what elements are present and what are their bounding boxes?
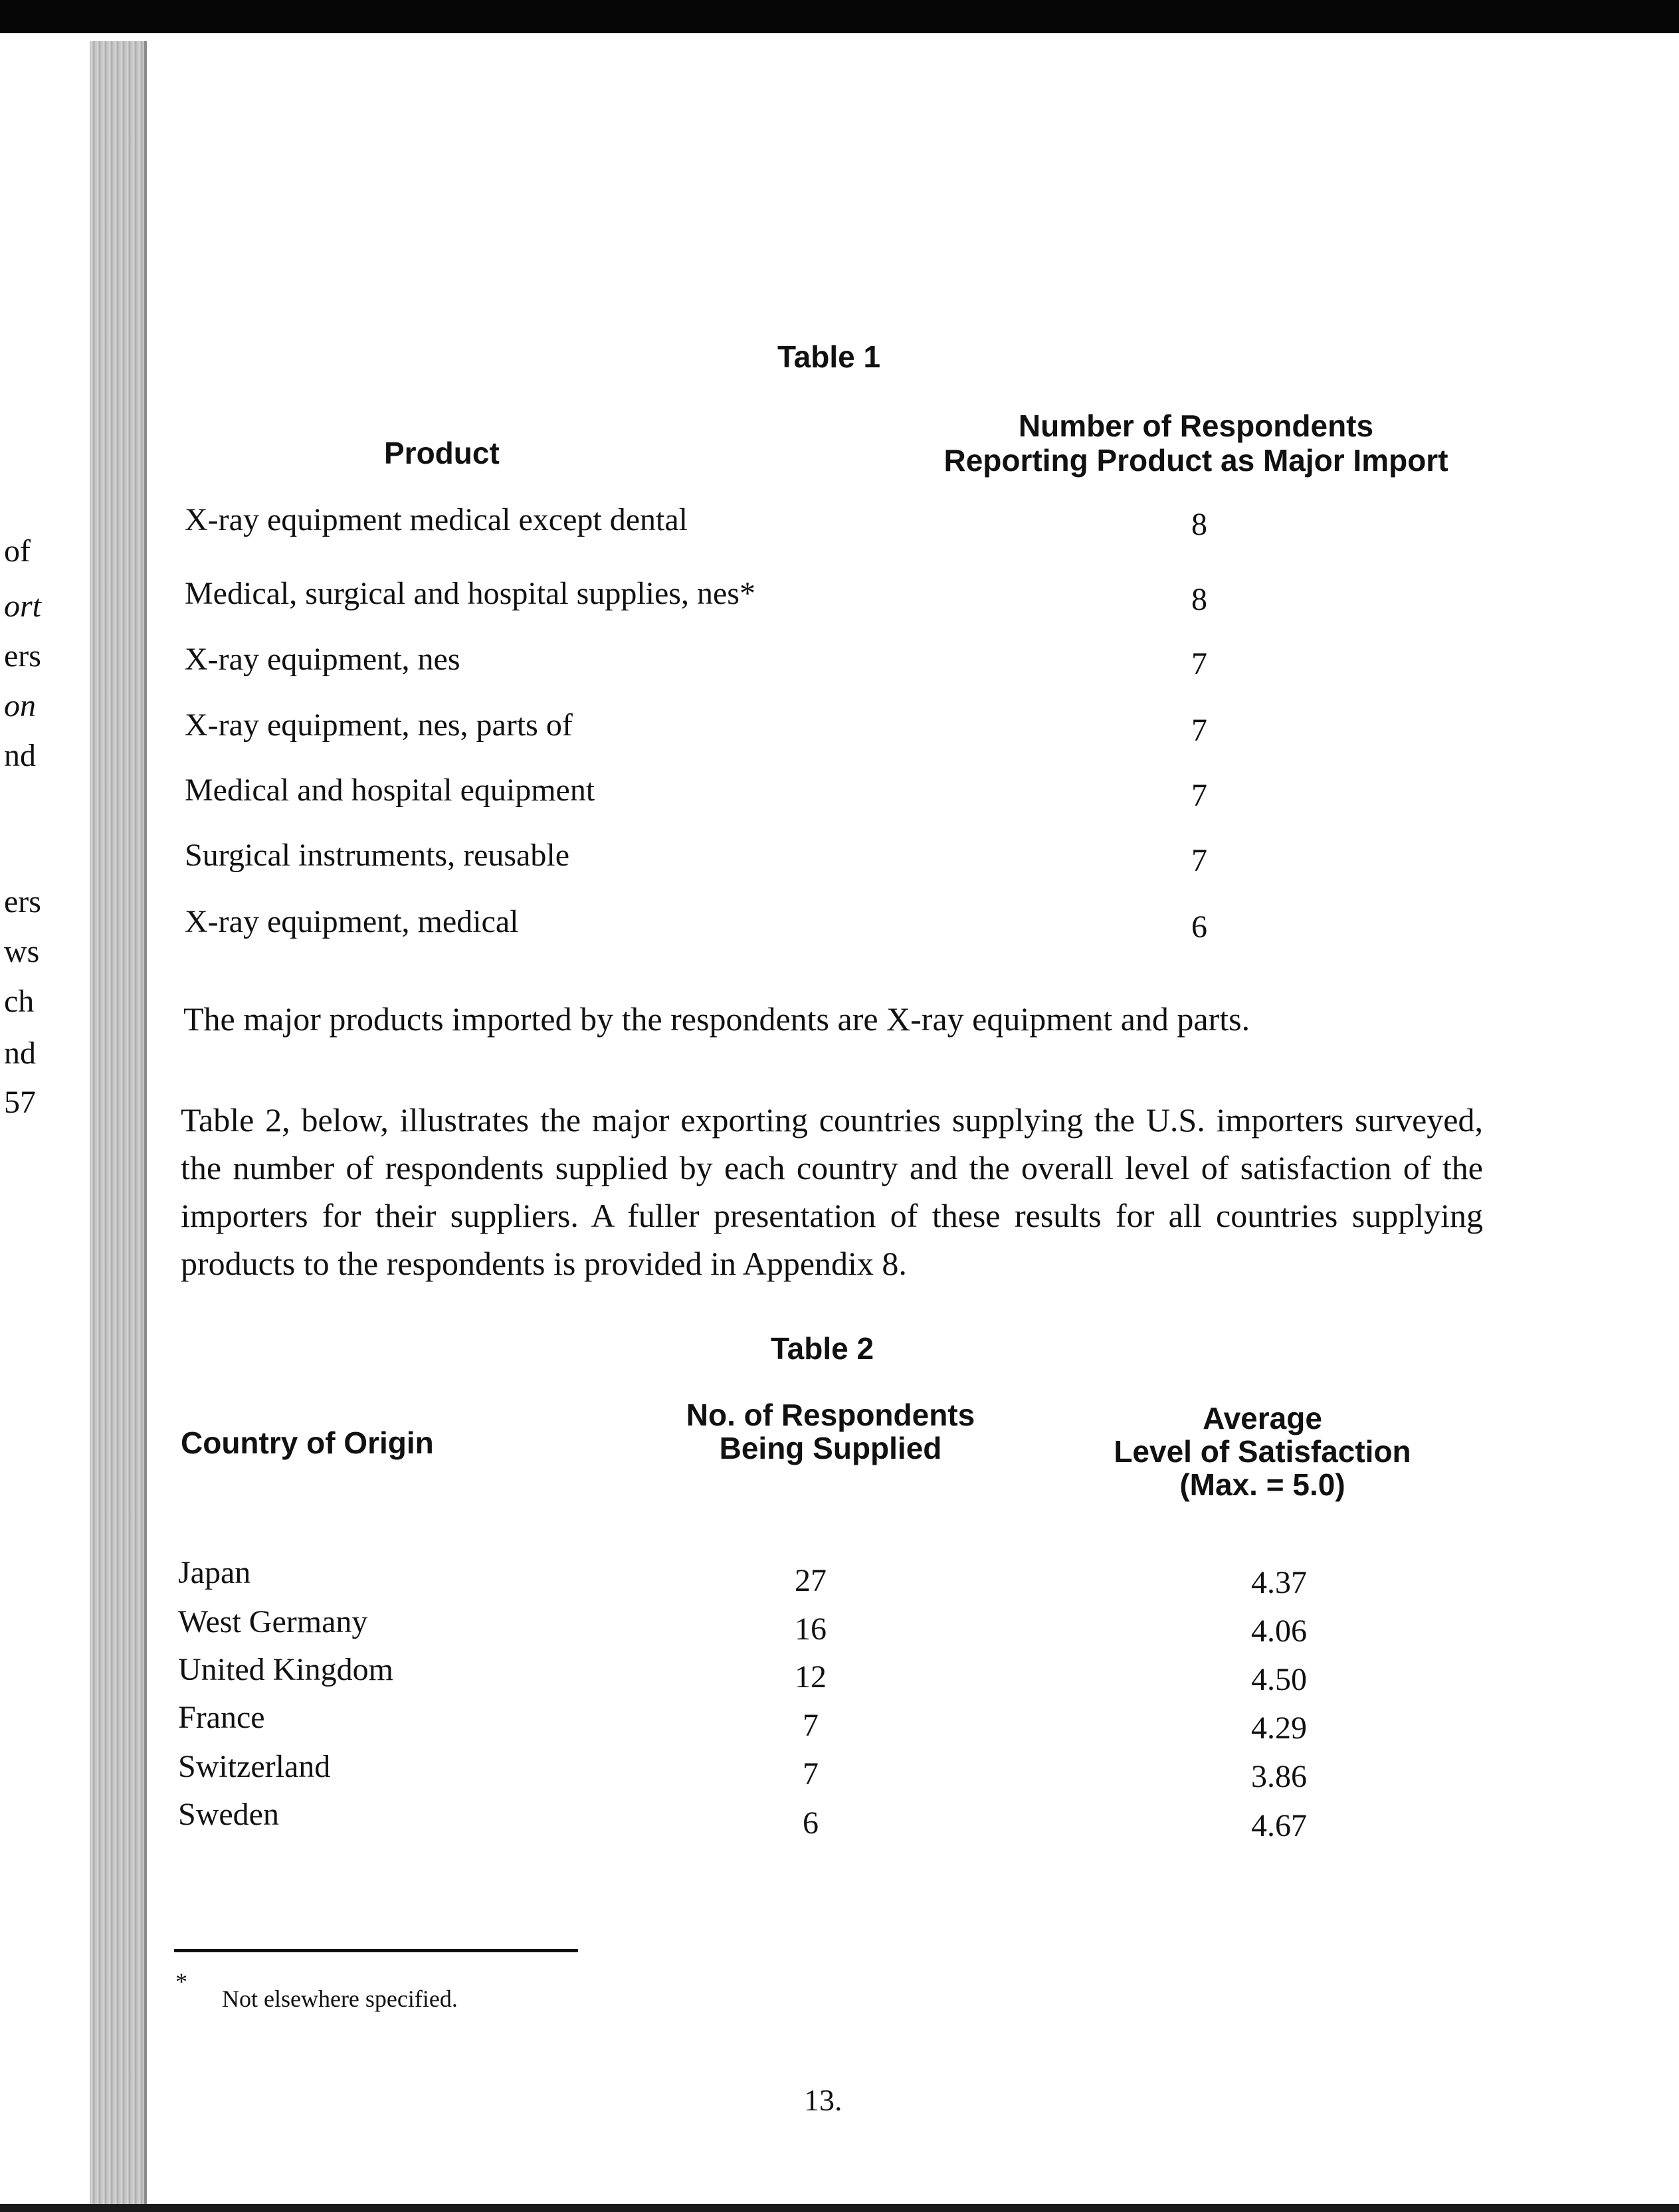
scan-top-border	[0, 0, 1679, 33]
table2-title: Table 2	[771, 1331, 874, 1366]
table2-respondents-cell: 7	[803, 1708, 819, 1743]
table2-satisfaction-cell: 4.37	[1251, 1565, 1307, 1600]
table2-satisfaction-cell: 4.06	[1251, 1613, 1307, 1649]
facing-page-fragment: nd	[4, 738, 36, 773]
table1-product-cell: X-ray equipment, nes	[185, 642, 460, 677]
facing-page-fragment: ws	[4, 934, 40, 969]
facing-page-fragment: 57	[4, 1085, 36, 1120]
table1-product-cell: X-ray equipment, nes, parts of	[185, 707, 573, 743]
table1-product-cell: Surgical instruments, reusable	[185, 838, 569, 873]
table1-count-cell: 7	[1191, 843, 1207, 878]
table1-header-product: Product	[384, 436, 500, 470]
table2-country-cell: Japan	[178, 1555, 251, 1590]
scan-bottom-border	[0, 2204, 1679, 2212]
table2-country-cell: West Germany	[178, 1604, 368, 1639]
table2-country-cell: France	[178, 1700, 265, 1735]
table2-respondents-cell: 12	[795, 1659, 827, 1695]
table1-product-cell: X-ray equipment medical except dental	[185, 502, 688, 537]
spine-edge-line	[144, 41, 147, 2204]
table2-header-satisfaction-line1: Average	[1203, 1401, 1322, 1435]
table1-count-cell: 6	[1191, 909, 1207, 945]
facing-page-fragment: on	[4, 688, 36, 723]
table1-product-cell: Medical and hospital equipment	[185, 773, 595, 808]
footnote-rule	[174, 1949, 578, 1952]
table2-header-satisfaction-line2: Level of Satisfaction	[1114, 1434, 1411, 1469]
table1-count-cell: 7	[1191, 646, 1207, 682]
facing-page-fragment: of	[4, 533, 31, 569]
table1-header-count-line1: Number of Respondents	[1018, 409, 1374, 443]
facing-page-fragment: ers	[4, 638, 41, 674]
table1-title: Table 1	[777, 339, 881, 374]
table2-satisfaction-cell: 4.29	[1251, 1710, 1307, 1746]
table1-product-cell: X-ray equipment, medical	[185, 904, 519, 939]
facing-page-fragment: ch	[4, 984, 35, 1019]
table2-respondents-cell: 27	[795, 1563, 827, 1598]
table1-count-cell: 8	[1191, 582, 1207, 617]
page-number: 13.	[804, 2083, 842, 2117]
facing-page-fragment: nd	[4, 1036, 36, 1071]
table2-satisfaction-cell: 4.67	[1251, 1808, 1307, 1843]
table2-country-cell: Sweden	[178, 1797, 279, 1832]
table1-count-cell: 7	[1191, 713, 1207, 748]
table1-count-cell: 8	[1191, 507, 1207, 542]
table1-count-cell: 7	[1191, 778, 1207, 813]
table2-satisfaction-cell: 3.86	[1251, 1759, 1307, 1794]
table2-satisfaction-cell: 4.50	[1251, 1662, 1307, 1697]
table2-header-country: Country of Origin	[181, 1426, 434, 1460]
table2-country-cell: United Kingdom	[178, 1652, 393, 1687]
intro-paragraph: Table 2, below, illustrates the major exporting countries supplying the U.S. importers surveyed, the number of respondents supplied by each country and the overall level of satisfaction of the importers for their suppliers. A fuller presentation of these results for all countries supplying products to the respondents is provided in Appendix 8.	[181, 1101, 1483, 1282]
footnote-marker: *	[175, 1968, 187, 1995]
footnote-text: Not elsewhere specified.	[222, 1985, 458, 2012]
table2-header-respondents-line2: Being Supplied	[719, 1431, 942, 1465]
facing-page-fragment: ers	[4, 884, 41, 919]
book-spine-shadow	[90, 41, 144, 2204]
table1-product-cell: Medical, surgical and hospital supplies, nes*	[185, 576, 755, 611]
table2-header-respondents-line1: No. of Respondents	[686, 1398, 975, 1432]
table2-respondents-cell: 16	[795, 1612, 827, 1647]
table2-country-cell: Switzerland	[178, 1749, 331, 1784]
table2-respondents-cell: 6	[803, 1805, 819, 1841]
summary-paragraph: The major products imported by the respondents are X-ray equipment and parts.	[183, 1000, 1250, 1038]
table2-header-satisfaction	[1090, 1402, 1435, 1501]
facing-page-fragment: ort	[4, 589, 42, 624]
table2-header-respondents	[664, 1398, 997, 1465]
table1-header-count	[917, 409, 1475, 478]
table1-header-count-line2: Reporting Product as Major Import	[943, 443, 1448, 478]
table2-respondents-cell: 7	[803, 1756, 819, 1792]
facing-page-edge	[0, 33, 90, 2204]
table2-header-satisfaction-line3: (Max. = 5.0)	[1179, 1467, 1345, 1502]
